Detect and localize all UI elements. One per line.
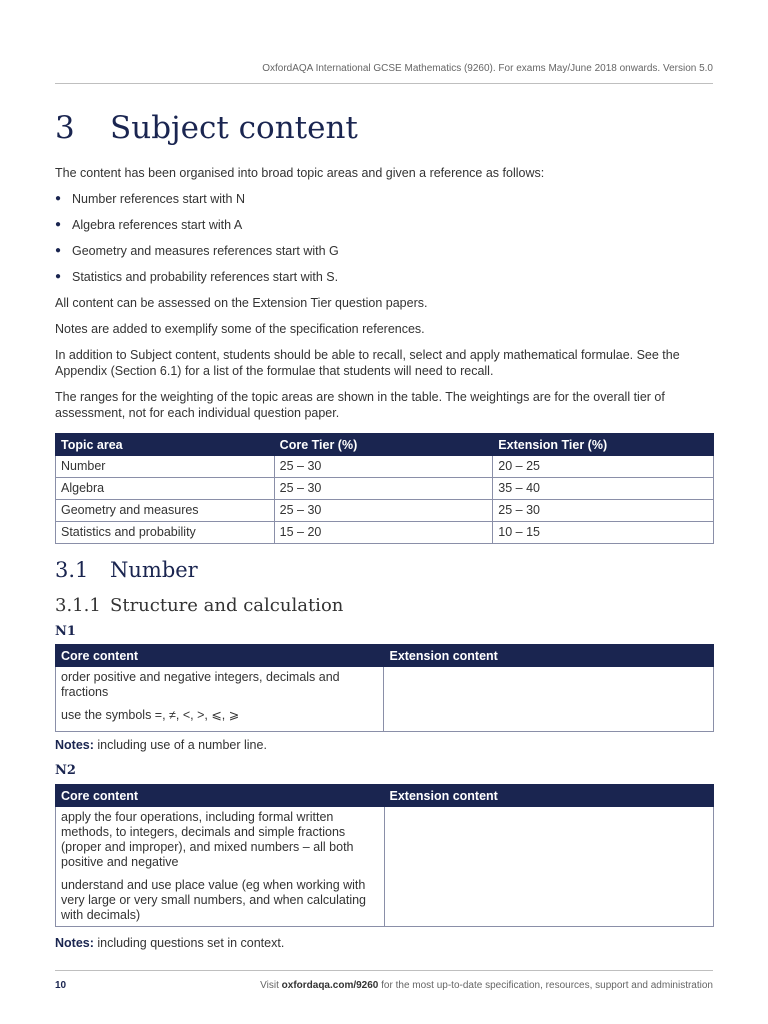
- footer-divider: [55, 970, 713, 971]
- subsection-heading: [55, 558, 198, 582]
- table-cell: 25 – 30: [493, 500, 714, 522]
- column-header: Core Tier (%): [274, 434, 493, 456]
- list-item: ● Number references start with N: [55, 191, 715, 207]
- table-cell: 20 – 25: [493, 456, 714, 478]
- reference-n2: N2: [55, 763, 76, 778]
- n1-table-wrap: [55, 644, 714, 732]
- table-cell: Algebra: [56, 478, 275, 500]
- core-item: use the symbols =, ≠, <, >, ⩽, ⩾: [61, 708, 240, 722]
- header-divider: [55, 83, 713, 84]
- list-item: ● Algebra references start with A: [55, 217, 715, 233]
- footer-pre: Visit: [260, 980, 282, 991]
- table-cell: Geometry and measures: [56, 500, 275, 522]
- column-header: Extension content: [384, 785, 714, 807]
- subsubsection-heading: [55, 595, 343, 616]
- table-header-row: [56, 645, 714, 667]
- intro-block: [55, 165, 715, 431]
- n2-table: [55, 784, 714, 927]
- table-cell: 25 – 30: [274, 500, 493, 522]
- column-header: Topic area: [56, 434, 275, 456]
- extension-content-cell: [384, 667, 714, 732]
- weighting-table-wrap: [55, 433, 714, 544]
- footer-post: for the most up-to-date specification, resources, support and administration: [378, 980, 713, 991]
- table-cell: 15 – 20: [274, 522, 493, 544]
- table-row: [56, 667, 714, 732]
- table-cell: 35 – 40: [493, 478, 714, 500]
- table-row: [56, 500, 714, 522]
- core-item: order positive and negative integers, decimals and fractions: [61, 670, 340, 699]
- footer-link[interactable]: oxfordaqa.com/9260: [281, 980, 379, 991]
- table-row: [56, 522, 714, 544]
- column-header: Extension Tier (%): [493, 434, 714, 456]
- table-cell: Statistics and probability: [56, 522, 275, 544]
- table-cell: 25 – 30: [274, 456, 493, 478]
- section-title: [55, 110, 358, 146]
- core-content-cell: [56, 807, 385, 927]
- reference-n1: N1: [55, 624, 76, 639]
- extension-content-cell: [384, 807, 714, 927]
- table-cell: Number: [56, 456, 275, 478]
- paragraph: All content can be assessed on the Extension Tier question papers.: [55, 296, 428, 310]
- table-header-row: [56, 785, 714, 807]
- column-header: Core content: [56, 645, 384, 667]
- list-item: ● Statistics and probability references start with S.: [55, 269, 715, 285]
- subsubsection-title: Structure and calculation: [110, 595, 344, 616]
- n2-table-wrap: [55, 784, 714, 927]
- core-item: apply the four operations, including formal written methods, to integers, decimals and simple fractions (proper and improper), and mixed numbers – all both positive and negative: [61, 810, 354, 869]
- n1-notes: [55, 738, 267, 752]
- table-row: [56, 807, 714, 927]
- table-row: [56, 478, 714, 500]
- page-number: 10: [55, 980, 67, 991]
- core-content-cell: [56, 667, 384, 732]
- column-header: Core content: [56, 785, 385, 807]
- paragraph: Notes are added to exemplify some of the specification references.: [55, 322, 425, 336]
- weighting-table: [55, 433, 714, 544]
- list-item: ● Geometry and measures references start with G: [55, 243, 715, 259]
- column-header: Extension content: [384, 645, 714, 667]
- table-row: [56, 456, 714, 478]
- subsection-title: Number: [110, 558, 198, 582]
- core-item: understand and use place value (eg when working with very large or very small numbers, and when calculating with decimals): [61, 878, 366, 922]
- section-title-text: Subject content: [110, 110, 358, 146]
- subsection-number: 3.1: [55, 558, 89, 582]
- n1-table: [55, 644, 714, 732]
- subsubsection-number: 3.1.1: [55, 595, 101, 616]
- notes-text: including questions set in context.: [93, 936, 285, 950]
- intro-paragraph: The content has been organised into broad topic areas and given a reference as follows:: [55, 166, 545, 180]
- notes-label: Notes:: [55, 936, 94, 950]
- table-cell: 10 – 15: [493, 522, 714, 544]
- n2-notes: [55, 936, 284, 950]
- reference-list: [55, 191, 715, 285]
- section-number: 3: [55, 110, 75, 146]
- notes-label: Notes:: [55, 738, 94, 752]
- notes-text: including use of a number line.: [93, 738, 267, 752]
- running-header: OxfordAQA International GCSE Mathematics (9260). For exams May/June 2018 onwards. Version 5.0: [262, 63, 713, 74]
- paragraph: In addition to Subject content, students should be able to recall, select and apply mathematical formulae. See the Appendix (Section 6.1) for a list of the formulae that students will need to recall.: [55, 348, 680, 378]
- table-cell: 25 – 30: [274, 478, 493, 500]
- footer-text: [260, 980, 713, 991]
- paragraph: The ranges for the weighting of the topic areas are shown in the table. The weightings are for the overall tier of assessment, not for each individual question paper.: [55, 390, 665, 420]
- table-header-row: [56, 434, 714, 456]
